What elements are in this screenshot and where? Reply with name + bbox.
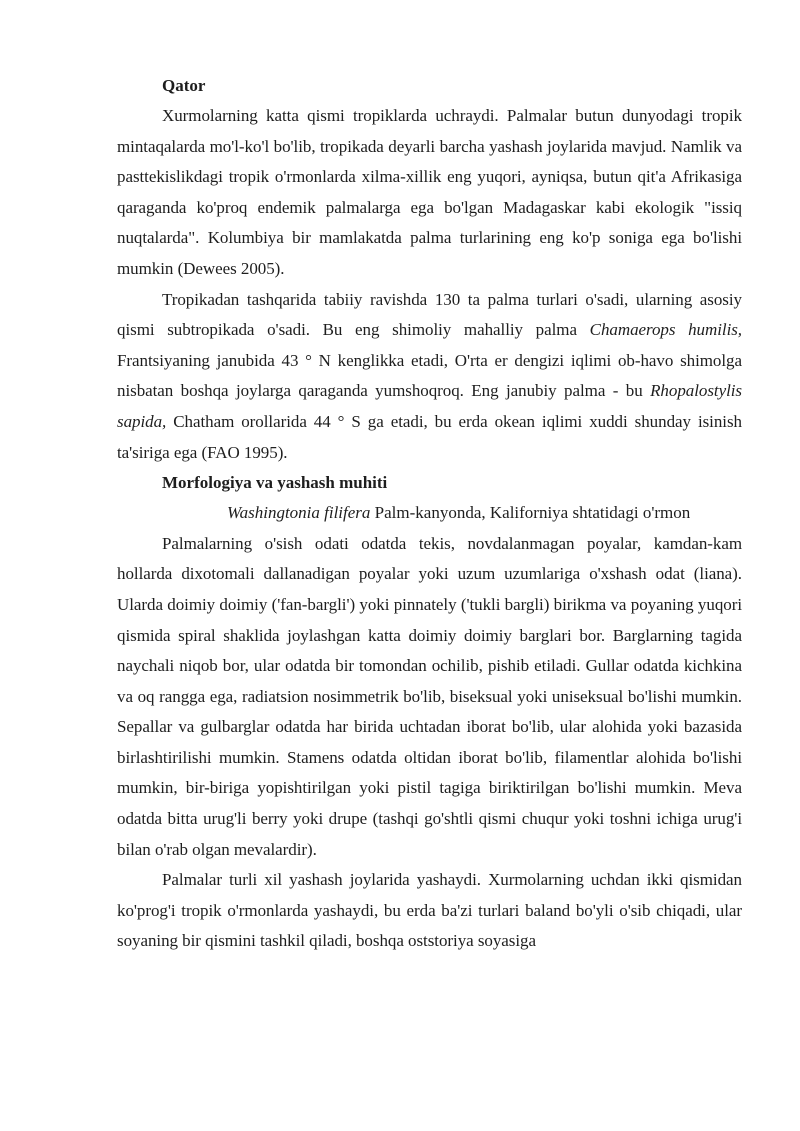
paragraph-habitat: Palmalar turli xil yashash joylarida yashaydi. Xurmolarning uchdan ikki qismidan ko'prog'i tropik o'rmonlarda yashaydi, bu erda ba'zi turlari baland bo'yli o'sib chiqadi, ular soyaning bir qismini tashkil qiladi, boshqa oststoriya soyasiga <box>117 870 742 951</box>
section-heading-qator: Qator <box>162 76 206 95</box>
figure-caption <box>117 498 742 529</box>
species-name: Washingtonia filifera <box>227 503 371 523</box>
paragraph-text: Frantsiyaning janubida 43 ° N kenglikka etadi, O'rta er dengizi iqlimi ob-havo shimolga nisbatan boshqa joylarga qaraganda yumshoqroq. Eng janubiy palma - bu <box>117 350 742 401</box>
caption-text: Palm-kanyonda, Kaliforniya shtatidagi o'rmon <box>370 503 691 523</box>
paragraph-distribution: Xurmolarning katta qismi tropiklarda uchraydi. Palmalar butun dunyodagi tropik mintaqalarda mo'l-ko'l bo'lib, tropikada deyarli barcha yashash joylarida mavjud. Namlik va pasttekislikdagi tropik o'rmonlarda xilma-xillik eng yuqori, ayniqsa, butun qit'a Afrikasiga qaraganda ko'proq endemik palmalarga ega bo'lgan Madagaskar kabi ekologik "issiq nuqtalarda". Kolumbiya bir mamlakatda palma turlarining eng ko'p soniga ega bo'lishi mumkin (Dewees 2005). <box>117 106 742 278</box>
paragraph-text: Tropikadan tashqarida tabiiy ravishda 130 ta palma turlari o'sadi, ularning asosiy qismi subtropikada o'sadi. Bu eng shimoliy mahalliy palma <box>117 289 742 340</box>
document-page <box>117 71 742 957</box>
paragraph-text: Chatham orollarida 44 ° S ga etadi, bu erda okean iqlimi xuddi shunday isinish ta'siriga ega (FAO 1995). <box>117 411 742 462</box>
paragraph-extratropical <box>117 285 742 469</box>
section-heading-morphology: Morfologiya va yashash muhiti <box>162 473 388 493</box>
paragraph-morphology: Palmalarning o'sish odati odatda tekis, novdalanmagan poyalar, kamdan-kam hollarda dixotomali dallanadigan poyalar yoki uzum uzumlariga o'xshash odat (liana). Ularda doimiy doimiy ('fan-bargli') yoki pinnately ('tukli bargli) birikma va poyaning yuqori qismida spiral shaklida joylashgan katta doimiy doimiy barglari bor. Barglarning tagida naychali niqob bor, ular odatda bir tomondan ochilib, pishib etiladi. Gullar odatda kichkina va oq rangga ega, radiatsion nosimmetrik bo'lib, biseksual yoki uniseksual bo'lishi mumkin. Sepallar va gulbarglar odatda har birida uchtadan iborat bo'lib, ular alohida yoki bazasida birlashtirilishi mumkin. Stamens odatda oltidan iborat bo'lib, filamentlar alohida bo'lishi mumkin, bir-biriga yopishtirilgan yoki pistil tagiga biriktirilgan bo'lishi mumkin. Meva odatda bitta urug'li berry yoki drupe (tashqi go'shtli qismi chuqur yoki toshni ichiga urug'i bilan o'rab olgan mevalardir). <box>117 533 742 859</box>
species-name: Rhopalostylis sapida, <box>117 381 742 431</box>
species-name: Chamaerops humilis, <box>589 320 743 340</box>
